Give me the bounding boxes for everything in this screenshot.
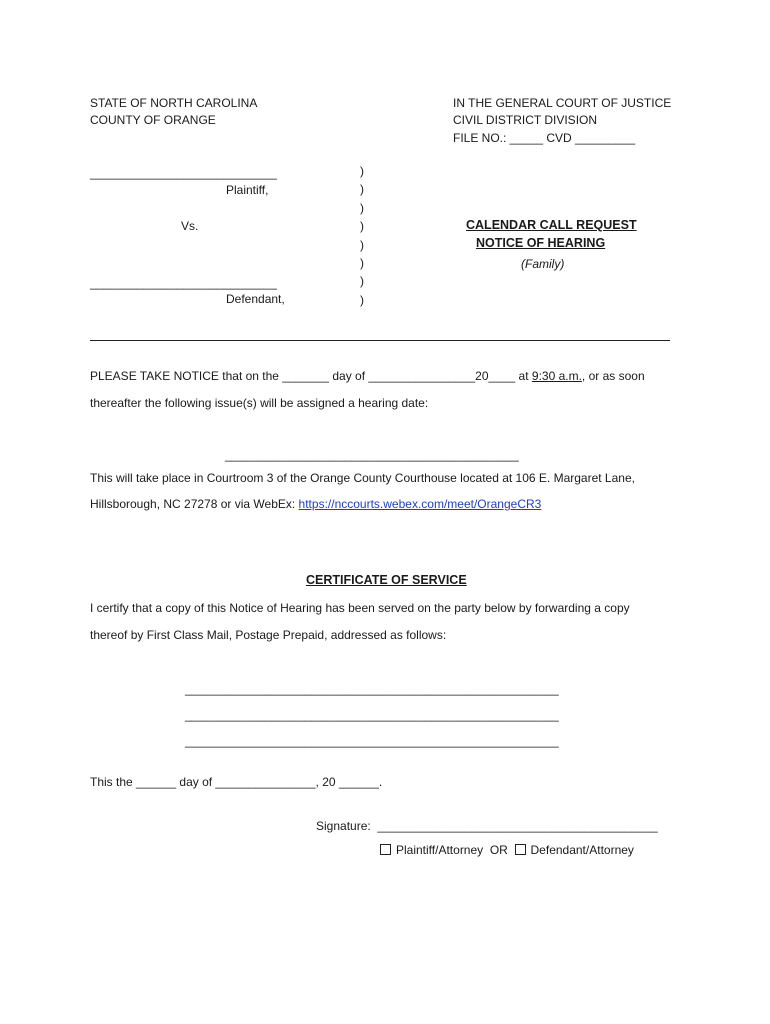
defendant-attorney-checkbox[interactable] [515,844,526,855]
plaintiff-name-field[interactable]: ____________________________ [90,166,277,180]
service-date-fields[interactable]: This the ______ day of _______________, 20 ______. [90,775,383,789]
caption-brackets [360,162,368,309]
plaintiff-attorney-label: Plaintiff/Attorney [396,843,484,857]
court-label: IN THE GENERAL COURT OF JUSTICE [453,96,672,110]
defendant-attorney-label: Defendant/Attorney [530,843,634,857]
certificate-heading: CERTIFICATE OF SERVICE [306,573,467,587]
caption-bracket: ) [360,292,364,307]
document-title: CALENDAR CALL REQUEST [466,218,637,232]
caption-bracket: ) [360,237,364,252]
notice-date-fields[interactable]: PLEASE TAKE NOTICE that on the _______ day of ________________20____ at [90,369,532,383]
issue-field[interactable]: ____________________________________________ [225,448,519,462]
defendant-label: Defendant, [226,292,285,306]
caption-bracket: ) [360,274,364,289]
caption-bracket: ) [360,200,364,215]
notice-continuation: , or as soon [581,369,645,383]
address-field-2[interactable]: ________________________________________________________ [185,708,559,722]
defendant-name-field[interactable]: ____________________________ [90,276,277,290]
notice-paragraph-line2: thereafter the following issue(s) will be assigned a hearing date: [90,396,429,410]
or-label: OR [489,843,508,857]
hearing-time: 9:30 a.m. [531,369,582,383]
state-label: STATE OF NORTH CAROLINA [90,96,258,110]
location-line1: This will take place in Courtroom 3 of the Orange County Courthouse located at 106 E. Margaret Lane, [90,471,635,485]
section-divider [90,340,670,341]
address-field-3[interactable]: ________________________________________________________ [185,734,559,748]
location-line2 [90,497,541,511]
versus-label: Vs. [181,219,199,233]
caption-bracket: ) [360,255,364,270]
notice-paragraph-line1 [90,369,645,383]
file-number-field[interactable]: FILE NO.: _____ CVD _________ [453,131,636,145]
caption-bracket: ) [360,164,364,178]
address-field-1[interactable]: ________________________________________________________ [185,682,559,696]
division-label: CIVIL DISTRICT DIVISION [453,113,598,127]
plaintiff-label: Plaintiff, [226,183,269,197]
plaintiff-attorney-checkbox[interactable] [380,844,391,855]
certificate-line1: I certify that a copy of this Notice of Hearing has been served on the party below by forwarding a copy [90,601,630,615]
signature-row [316,819,658,833]
document-subtitle: NOTICE OF HEARING [476,236,606,250]
party-options [380,843,634,857]
signature-label: Signature: [316,819,371,833]
certificate-line2: thereof by First Class Mail, Postage Prepaid, addressed as follows: [90,628,447,642]
signature-field[interactable]: __________________________________________ [377,819,658,833]
caption-bracket: ) [360,219,364,234]
webex-link[interactable]: https://nccourts.webex.com/meet/OrangeCR3 [298,497,542,511]
caption-bracket: ) [360,182,364,197]
location-text: Hillsborough, NC 27278 or via WebEx: [90,497,299,511]
document-category: (Family) [521,257,565,271]
county-label: COUNTY OF ORANGE [90,113,216,127]
